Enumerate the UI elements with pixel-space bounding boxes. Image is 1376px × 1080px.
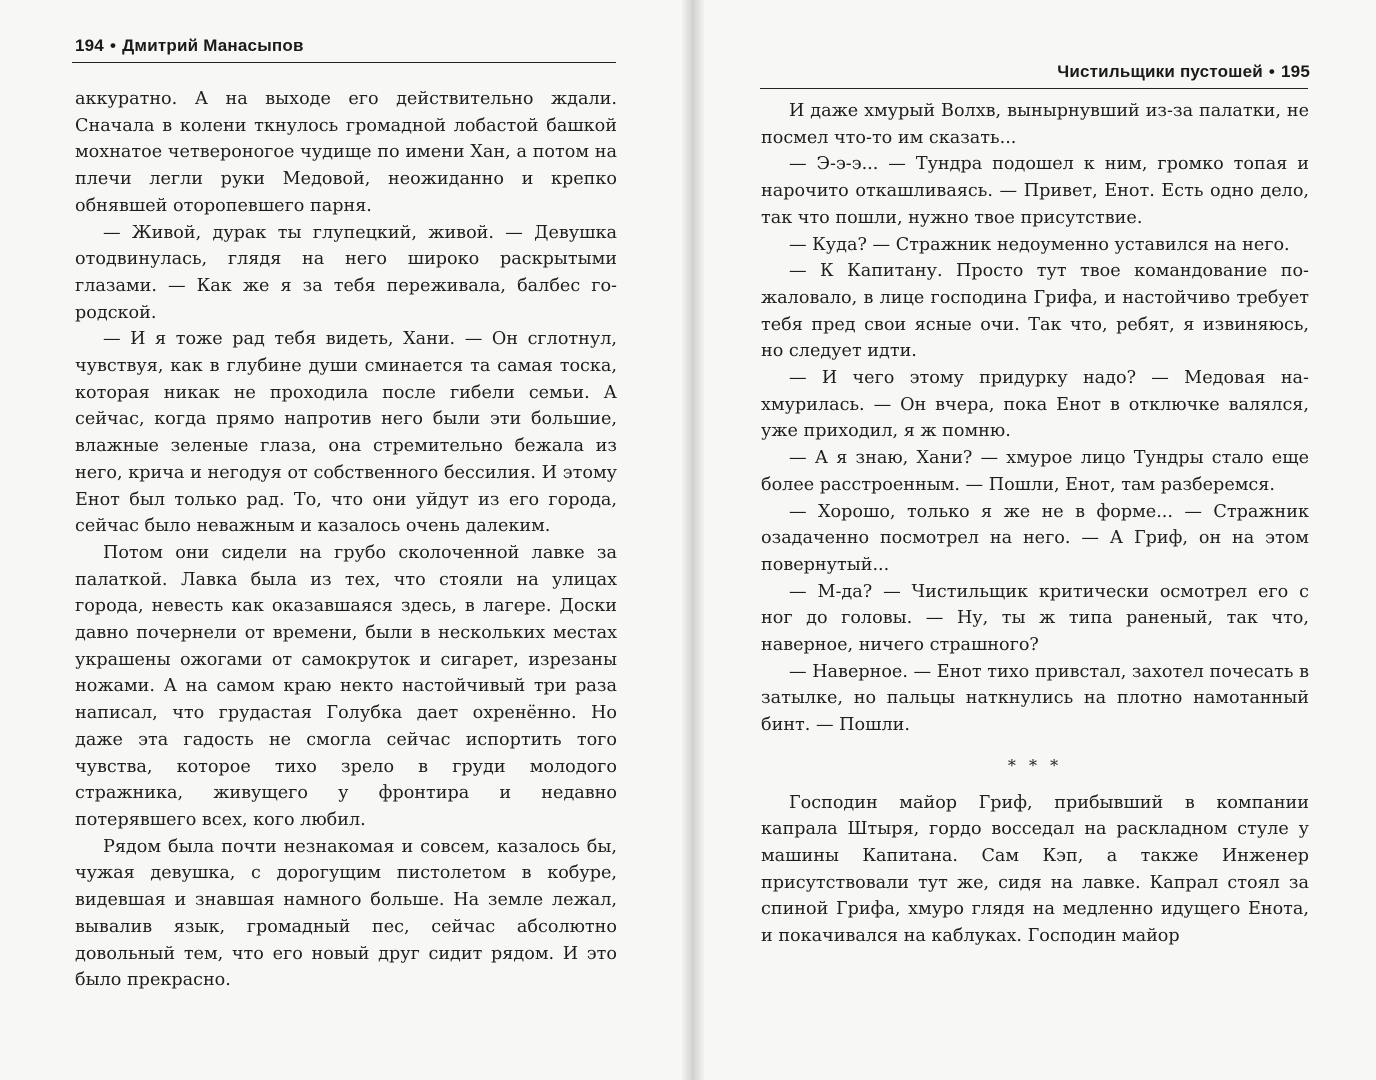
paragraph: Рядом была почти незнакомая и совсем, казалось бы, чужая девушка, с дорогущим пистолетом в кобуре, видевшая и знавшая намного больше. На земле лежал, вывалив язык, громадный пес, сейчас абсолютно довольный тем, что его новый друг сидит рядом. И это было прекрасно. [75, 836, 617, 991]
header-bullet: • [1268, 62, 1276, 81]
right-header-rule [760, 88, 1308, 89]
paragraph: аккуратно. А на выходе его действительно ждали. Сначала в колени ткнулось громадной лобастой башкой мохнатое четвероногое чудище по имени Хан, а потом на плечи легли руки Медовой, неожиданно и крепко обнявшей оторопевшего парня. [75, 89, 617, 216]
paragraph: — Куда? — Стражник недоуменно уставился на него. [789, 234, 1290, 255]
right-body-text [761, 98, 1309, 950]
paragraph: — Живой, дурак ты глупецкий, живой. — Девушка отодвинулась, глядя на него широко раскрытыми глазами. — Как же я за тебя переживала, балбес городской. [75, 222, 617, 323]
left-running-head [75, 36, 304, 56]
paragraph: — К Капитану. Просто тут твое командование пожаловало, в лице господина Грифа, и настойчиво требует тебя пред свои ясные очи. Так что, ребят, я извиняюсь, но следует идти. [761, 261, 1309, 362]
right-page-number: 195 [1281, 62, 1310, 81]
paragraph: И даже хмурый Волхв, вынырнувший из-за палатки, не посмел что-то им сказать... [761, 101, 1309, 148]
paragraph: Господин майор Гриф, прибывший в компании капрала Штыря, гордо восседал на раскладном стуле у машины Капитана. Сам Кэп, а также Инженер присутствовали тут же, сидя на лавке. Капрал стоял за спиной Грифа, хмуро глядя на медленно идущего Енота, и покачивался на каблуках. Господин майор [761, 792, 1309, 947]
paragraph: — А я знаю, Хани? — хмурое лицо Тундры стало еще более расстроенным. — Пошли, Енот, там разберемся. [761, 448, 1309, 495]
paragraph: Потом они сидели на грубо сколоченной лавке за палаткой. Лавка была из тех, что стояли на улицах города, невесть как оказавшаяся здесь, в лагере. Доски давно почернели от времени, были в нескольких местах украшены ожогами от самокруток и сигарет, изрезаны ножами. А на самом краю некто настойчивый три раза написал, что грудастая Голубка дает охренённо. Но даже эта гадость не смогла сейчас испортить того чувства, которое тихо зрело в груди молодого стражника, живущего у фронтира и недавно потерявшего всех, кого любил. [75, 542, 617, 830]
book-gutter [682, 0, 704, 1080]
paragraph: — Хорошо, только я же не в форме... — Стражник озадаченно посмотрел на него. — А Гриф, он на этом повернутый... [761, 501, 1309, 575]
section-break: * * * [1007, 755, 1063, 775]
paragraph: — И я тоже рад тебя видеть, Хани. — Он сглотнул, чувствуя, как в глубине души сминается та самая тоска, которая никак не проходила после гибели семьи. А сейчас, когда прямо напротив него были эти большие, влажные зеленые глаза, она стремительно бежала из него, крича и негодуя от собственного бессилия. И этому Енот был только рад. То, что они уйдут из его города, сейчас было неважным и казалось очень далеким. [75, 329, 617, 537]
left-header-rule [72, 62, 616, 63]
right-book-title: Чистильщики пустошей [1057, 62, 1263, 81]
left-page-number: 194 [75, 36, 104, 55]
right-running-head [1057, 62, 1310, 82]
paragraph: — И чего этому придурку надо? — Медовая нахмурилась. — Он вчера, пока Енот в отключке валялся, уже приходил, я ж помню. [761, 368, 1309, 442]
paragraph: — М-да? — Чистильщик критически осмотрел его с ног до головы. — Ну, ты ж типа раненый, так что, наверное, ничего страшного? [761, 581, 1309, 656]
right-page [704, 0, 1376, 1080]
left-author-name: Дмитрий Манасыпов [122, 36, 304, 55]
left-body-text [75, 86, 617, 994]
paragraph: — Э-э-э... — Тундра подошел к ним, громко топая и нарочито откашливаясь. — Привет, Енот. Есть одно дело, так что пошли, нужно твое присутствие. [761, 154, 1309, 228]
left-page [0, 0, 682, 1080]
paragraph: — Наверное. — Енот тихо привстал, захотел почесать в затылке, но пальцы наткнулись на плотно намотанный бинт. — Пошли. [761, 661, 1309, 736]
header-bullet: • [109, 36, 117, 55]
